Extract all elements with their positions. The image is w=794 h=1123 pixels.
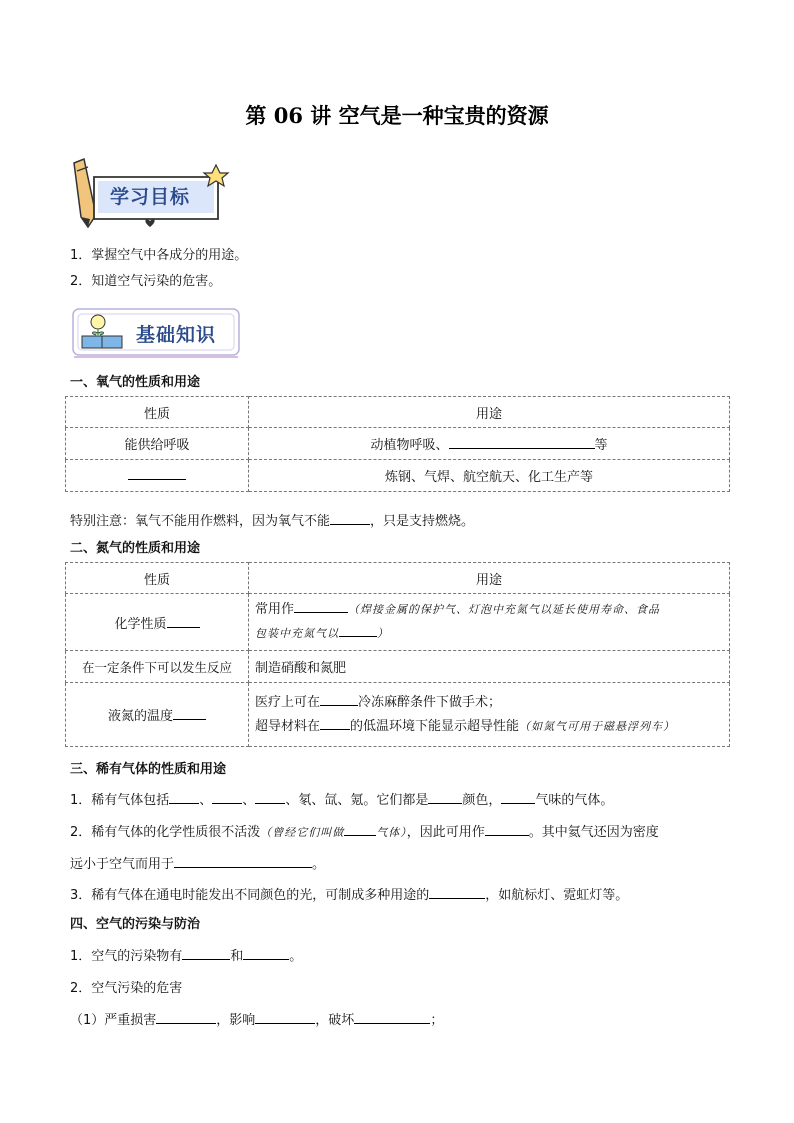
nitrogen-property-1: 化学性质 bbox=[66, 594, 249, 651]
header-property: 性质 bbox=[66, 563, 249, 594]
oxygen-table bbox=[65, 396, 730, 492]
nitrogen-use-2: 制造硝酸和氮肥 bbox=[249, 651, 730, 683]
blank bbox=[339, 625, 377, 637]
header-use: 用途 bbox=[249, 397, 730, 428]
blank bbox=[354, 1012, 430, 1024]
nitrogen-use-3: 医疗上可在 冷冻麻醉条件下做手术； 超导材料在 的低温环境下能显示超导性能（如氮气可用于磁悬浮列车） bbox=[249, 683, 730, 747]
goal-item-2: 2．知道空气污染的危害。 bbox=[70, 274, 222, 289]
blank bbox=[255, 792, 285, 804]
nitrogen-property-2: 在一定条件下可以发生反应 bbox=[66, 651, 249, 683]
section-pollution-heading: 四、空气的污染与防治 bbox=[70, 917, 201, 932]
oxygen-note: 特别注意：氧气不能用作燃料，因为氧气不能 ，只是支持燃烧。 bbox=[70, 514, 475, 529]
blank bbox=[294, 601, 348, 613]
table-row bbox=[66, 563, 730, 594]
noble-gas-line-3: 远小于空气而用于 。 bbox=[70, 857, 326, 872]
blank bbox=[212, 792, 242, 804]
blank bbox=[128, 468, 186, 480]
nitrogen-use-1: 常用作 （焊接金属的保护气、灯泡中充氮气以延长使用寿命、食品 包装中充氮气以 ） bbox=[249, 594, 730, 651]
basic-knowledge-label: 基础知识 bbox=[136, 324, 217, 346]
oxygen-property-2 bbox=[66, 460, 249, 492]
blank bbox=[255, 1012, 315, 1024]
blank bbox=[173, 708, 206, 720]
table-row bbox=[66, 428, 730, 460]
noble-gas-line-2: 2．稀有气体的化学性质很不活泼（曾经它们叫做 气体），因此可用作 。其中氦气还因为密度 bbox=[70, 825, 659, 840]
goal-item-1: 1．掌握空气中各成分的用途。 bbox=[70, 248, 248, 263]
blank bbox=[182, 948, 230, 960]
blank bbox=[485, 824, 529, 836]
table-row bbox=[66, 594, 730, 651]
blank bbox=[243, 948, 289, 960]
header-property: 性质 bbox=[66, 397, 249, 428]
table-row bbox=[66, 651, 730, 683]
section-oxygen-heading: 一、氧气的性质和用途 bbox=[70, 375, 201, 390]
oxygen-use-1: 动植物呼吸、 等 bbox=[249, 428, 730, 460]
blank bbox=[167, 616, 200, 628]
blank bbox=[320, 694, 358, 706]
noble-gas-line-4: 3．稀有气体在通电时能发出不同颜色的光，可制成多种用途的 ，如航标灯、霓虹灯等。 bbox=[70, 888, 629, 903]
header-use: 用途 bbox=[249, 563, 730, 594]
learning-goals-label: 学习目标 bbox=[110, 186, 191, 208]
blank bbox=[169, 792, 199, 804]
pollution-line-3: （1）严重损害 ，影响 ，破坏 ； bbox=[70, 1013, 444, 1028]
blank bbox=[320, 718, 350, 730]
blank bbox=[428, 792, 462, 804]
learning-goals-badge bbox=[68, 155, 233, 230]
section-noble-gas-heading: 三、稀有气体的性质和用途 bbox=[70, 762, 227, 777]
blank bbox=[429, 887, 485, 899]
table-row bbox=[66, 397, 730, 428]
blank bbox=[501, 792, 535, 804]
pollution-line-1: 1．空气的污染物有 和 。 bbox=[70, 949, 303, 964]
nitrogen-property-3: 液氮的温度 bbox=[66, 683, 249, 747]
oxygen-property-1: 能供给呼吸 bbox=[66, 428, 249, 460]
oxygen-use-2: 炼钢、气焊、航空航天、化工生产等 bbox=[249, 460, 730, 492]
basic-knowledge-badge bbox=[70, 306, 242, 360]
section-nitrogen-heading: 二、氮气的性质和用途 bbox=[70, 541, 201, 556]
page-title: 第 06 讲 空气是一种宝贵的资源 bbox=[245, 103, 549, 128]
blank bbox=[449, 437, 595, 449]
blank bbox=[344, 824, 376, 836]
blank bbox=[330, 513, 370, 525]
pollution-line-2: 2．空气污染的危害 bbox=[70, 981, 183, 996]
blank bbox=[156, 1012, 216, 1024]
noble-gas-line-1: 1．稀有气体包括 、 、 、氡、氙、氪。它们都是 颜色， 气味的气体。 bbox=[70, 793, 614, 808]
table-row bbox=[66, 683, 730, 747]
nitrogen-table bbox=[65, 562, 730, 747]
table-row bbox=[66, 460, 730, 492]
blank bbox=[174, 856, 312, 868]
